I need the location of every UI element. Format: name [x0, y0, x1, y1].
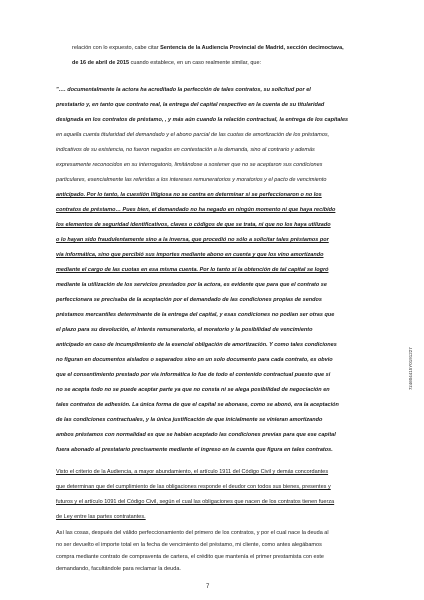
quote-line: anticipado. Por lo tanto, la cuestión litigiosa no se centra en determinar si se perfeccionaron o no los — [56, 192, 322, 198]
quote-line: expresamente reconocidos en su interrogatorio, limitándose a sostener que no se aceptaron sus condiciones — [56, 162, 323, 168]
quote-line: anticipado en caso de incumplimiento de la esencial obligación de amortización. Y como tales condiciones — [56, 342, 337, 348]
quote-line: mediante el cargo de las cuotas en esa misma cuenta. Por lo tanto si la obtención de tal capital se logró — [56, 267, 329, 273]
intro-text: relación con lo expuesto, cabe citar — [72, 45, 161, 51]
criterio-line: que determinan que del cumplimiento de las obligaciones responde el deudor con todos sus bienes, presentes y — [56, 484, 331, 490]
final-line: Así las cosas, después del válido perfeccionamiento del primero de los contratos, y por el cual nace la deuda al — [56, 530, 329, 536]
criterio-line: de Ley entre las partes contratantes. — [56, 514, 146, 520]
quote-line: tales contratos de adhesión. La única forma de que el capital se abonase, como se abonó, era la aceptación — [56, 402, 339, 408]
final-line: no ser devuelto el importe total en la fecha de vencimiento del préstamo, mi cliente, como antes alegábamos — [56, 542, 322, 548]
quote-line: el plazo para su devolución, el interés remuneratorio, el moratorio y la posibilidad de vencimiento — [56, 327, 313, 333]
quote-line: contratos de préstamo… Pues bien, el demandado no ha negado en ningún momento ni que haya recibido — [56, 207, 336, 213]
intro-line-1 — [72, 45, 344, 52]
quote-line: de las condiciones contractuales, y la única justificación de que inicialmente se vinieran amortizando — [56, 417, 323, 423]
page-number: 7 — [206, 584, 210, 590]
quote-line: particulares, esencialmente las referidas a los intereses remuneratorios y moratorios y el pacto de vencimiento — [56, 177, 327, 183]
quote-line: ambos préstamos con normalidad es que se habían aceptado las condiciones previas para que ese capital — [56, 432, 336, 438]
quote-line: que el consentimiento prestado por vía informática lo fue de todo el contenido contractual puesto que si — [56, 372, 331, 378]
quote-line: los elementos de seguridad identificativos, claves o códigos de que se trata, ni que no los haya utilizado — [56, 222, 331, 228]
quote-line: designada en los contratos de préstamo, , y más aún cuando la relación contractual, la entrega de los capitales — [56, 117, 349, 123]
intro-text-cont: cuando establece, en un caso realmente similar, que: — [129, 60, 262, 66]
quote-line: fuera abonado al prestatario precisamente mediante el ingreso en la cuenta que figura en tales contratos. — [56, 447, 333, 453]
quote-line: préstamos mercantiles determinante de la entrega del capital, y esas condiciones no podían ser otras que — [56, 312, 335, 318]
quote-line: en aquella cuenta titularidad del demandado y el abono parcial de las cuotas de amortización de los préstamos, — [56, 132, 330, 138]
final-line: compra mediante contrato de compraventa de cartera, el crédito que mantenía el primer prestamista con este — [56, 554, 324, 560]
quote-line: o lo hayan sido fraudulentamente sino a la inversa, que procedió no sólo a solicitar tales préstamos por — [56, 237, 329, 243]
quote-line: perfeccionara se precisaba de la aceptación por el demandado de las condiciones propias de sendos — [56, 297, 322, 303]
quote-line: vía informática, sino que percibió sus importes mediante abono en cuenta y que los vino amortizando — [56, 252, 324, 258]
quote-line: no se acepta todo no se puede aceptar parte ya que no consta ni se alega posibilidad de negociación en — [56, 387, 330, 393]
criterio-line: futuros y el artículo 1091 del Código Civil, según el cual las obligaciones que nacen de los contratos tienen fuerza — [56, 499, 335, 505]
quote-line: no figuran en documentos aislados o separados sino en un solo documento para cada contrato, es obvio — [56, 357, 333, 363]
quote-line: indicativos de su existencia, no fueron negados en contestación a la demanda, sino al contrario y además — [56, 147, 315, 153]
criterio-line: Visto el criterio de la Audiencia, a mayor abundamiento, el artículo 1911 del Código Civil y demás concordantes — [56, 469, 329, 475]
quote-line: mediante la utilización de los servicios prestados por la actora, es evidente que para que el contrato se — [56, 282, 327, 288]
quote-line: prestatario y, en tanto que contrato real, la entrega del capital respectivo en la cuenta de su titularidad — [56, 102, 325, 108]
court-citation: Sentencia de la Audiencia Provincial de Madrid, sección decimoctava, — [160, 45, 344, 51]
intro-line-2 — [72, 60, 261, 67]
final-line: demandando, facultándole para reclamar la deuda. — [56, 566, 181, 572]
quote-line: "…. documentalmente la actora ha acreditado la perfección de tales contratos, su solicitud por el — [56, 87, 311, 93]
side-document-code: 7z4604415Y0191227 — [408, 347, 413, 390]
citation-date: de 16 de abril de 2015 — [72, 60, 130, 66]
